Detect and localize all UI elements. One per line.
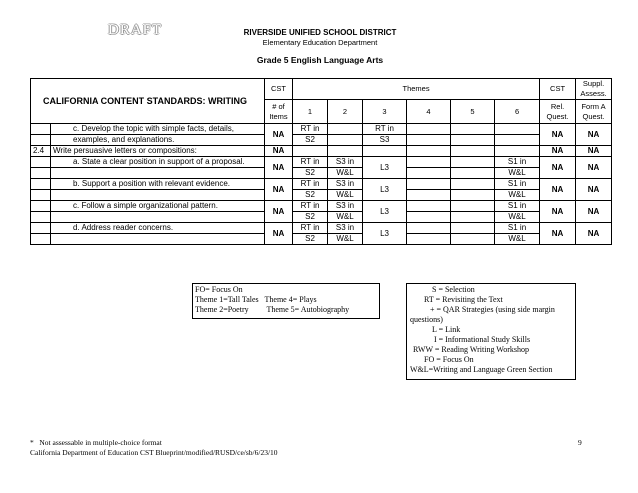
theme-cell: W&L <box>328 212 363 223</box>
standard-number <box>31 223 51 234</box>
theme-cell <box>407 212 451 223</box>
theme-cell: S3 <box>363 135 407 146</box>
theme-cell <box>451 201 495 212</box>
theme-cell <box>495 146 540 157</box>
theme-cell <box>293 146 328 157</box>
standard-text <box>51 168 265 179</box>
theme-cell: S3 in <box>328 223 363 234</box>
cst-items-cell: NA <box>265 179 293 201</box>
form-a-cell: NA <box>576 157 612 179</box>
standard-text <box>51 234 265 245</box>
theme-cell: L3 <box>363 223 407 245</box>
suppl-assess-header: Suppl. Assess. <box>576 79 612 100</box>
theme-cell: S2 <box>293 234 328 245</box>
theme-cell: W&L <box>495 190 540 201</box>
cst-header-2: CST <box>540 79 576 100</box>
theme-cell: S3 in <box>328 157 363 168</box>
form-a-cell: NA <box>576 201 612 223</box>
standard-text: c. Develop the topic with simple facts, details, <box>51 124 265 135</box>
theme-cell <box>407 234 451 245</box>
theme-5-header: 5 <box>451 100 495 124</box>
standard-text: a. State a clear position in support of a proposal. <box>51 157 265 168</box>
footnote: * Not assessable in multiple-choice format <box>30 438 162 447</box>
theme-cell <box>407 190 451 201</box>
standard-number <box>31 168 51 179</box>
standards-heading: CALIFORNIA CONTENT STANDARDS: WRITING <box>31 79 265 124</box>
theme-cell: S2 <box>293 212 328 223</box>
theme-cell: S3 in <box>328 201 363 212</box>
table-row <box>31 179 612 190</box>
theme-cell <box>451 124 495 135</box>
table-row <box>31 234 612 245</box>
theme-cell <box>451 135 495 146</box>
theme-cell: RT in <box>293 179 328 190</box>
theme-cell <box>495 124 540 135</box>
theme-cell <box>328 146 363 157</box>
legend-line: RWW = Reading Writing Workshop <box>413 345 529 354</box>
theme-4-header: 4 <box>407 100 451 124</box>
standard-number <box>31 201 51 212</box>
cst-items-cell: NA <box>265 146 293 157</box>
form-a-cell: NA <box>576 124 612 146</box>
standard-text: c. Follow a simple organizational pattern. <box>51 201 265 212</box>
form-a-cell: NA <box>576 146 612 157</box>
cst-items-cell: NA <box>265 157 293 179</box>
theme-cell: RT in <box>293 223 328 234</box>
theme-cell: W&L <box>495 168 540 179</box>
legend-line: L = Link <box>432 325 461 334</box>
theme-cell <box>451 223 495 234</box>
theme-cell: RT in <box>293 157 328 168</box>
cst-items-cell: NA <box>265 124 293 146</box>
draft-watermark: DRAFT <box>108 22 163 38</box>
table-row <box>31 168 612 179</box>
legend-line: FO= Focus On <box>195 285 243 294</box>
standard-number <box>31 190 51 201</box>
theme-cell <box>495 135 540 146</box>
theme-cell: L3 <box>363 179 407 201</box>
rel-quest-cell: NA <box>540 146 576 157</box>
standard-text: Write persuasive letters or compositions: <box>51 146 265 157</box>
theme-cell: S2 <box>293 135 328 146</box>
table-row <box>31 212 612 223</box>
theme-cell <box>407 223 451 234</box>
theme-cell <box>451 157 495 168</box>
theme-cell: S3 in <box>328 179 363 190</box>
table-row <box>31 223 612 234</box>
legend-line: Theme 2=Poetry Theme 5= Autobiography <box>195 305 350 314</box>
theme-cell: W&L <box>328 234 363 245</box>
theme-2-header: 2 <box>328 100 363 124</box>
theme-6-header: 6 <box>495 100 540 124</box>
theme-3-header: 3 <box>363 100 407 124</box>
table-row <box>31 135 612 146</box>
table-row <box>31 157 612 168</box>
table-row <box>31 124 612 135</box>
standard-number <box>31 212 51 223</box>
standard-number <box>31 234 51 245</box>
theme-cell <box>328 124 363 135</box>
rel-quest-cell: NA <box>540 179 576 201</box>
theme-cell: S1 in <box>495 157 540 168</box>
district-name: RIVERSIDE UNIFIED SCHOOL DISTRICT <box>243 28 397 37</box>
table-body <box>31 124 612 245</box>
page-number: 9 <box>578 438 582 447</box>
legend-line: Theme 1=Tall Tales Theme 4= Plays <box>195 295 317 304</box>
table-row <box>31 146 612 157</box>
rel-quest-cell: NA <box>540 124 576 146</box>
cst-items-cell: NA <box>265 223 293 245</box>
theme-cell <box>328 135 363 146</box>
form-a-cell: NA <box>576 179 612 201</box>
theme-cell <box>451 212 495 223</box>
legend-line: RT = Revisiting the Text <box>424 295 503 304</box>
standard-number <box>31 124 51 135</box>
themes-legend <box>192 283 380 319</box>
theme-cell: S2 <box>293 190 328 201</box>
theme-cell <box>451 146 495 157</box>
theme-cell: L3 <box>363 201 407 223</box>
standard-text <box>51 190 265 201</box>
form-a-cell: NA <box>576 223 612 245</box>
rel-quest-header: Rel. Quest. <box>540 100 576 124</box>
theme-cell <box>407 135 451 146</box>
legend-line: S = Selection <box>432 285 475 294</box>
legend-line: questions) <box>410 315 443 324</box>
rel-quest-cell: NA <box>540 157 576 179</box>
theme-cell <box>407 179 451 190</box>
standard-text: examples, and explanations. <box>51 135 265 146</box>
standards-table <box>30 78 612 245</box>
legend-line: W&L=Writing and Language Green Section <box>410 365 553 374</box>
rel-quest-cell: NA <box>540 223 576 245</box>
theme-cell: S1 in <box>495 179 540 190</box>
standard-text <box>51 212 265 223</box>
theme-cell <box>407 201 451 212</box>
theme-cell <box>451 190 495 201</box>
standard-number: 2.4 <box>31 146 51 157</box>
codes-legend <box>406 283 576 380</box>
legend-line: FO = Focus On <box>424 355 474 364</box>
theme-cell <box>451 168 495 179</box>
theme-cell: RT in <box>363 124 407 135</box>
theme-cell: W&L <box>495 212 540 223</box>
theme-cell <box>451 179 495 190</box>
theme-cell: RT in <box>293 201 328 212</box>
theme-cell: W&L <box>328 190 363 201</box>
legend-line: I = Informational Study Skills <box>434 335 531 344</box>
cst-items-cell: NA <box>265 201 293 223</box>
theme-cell: S2 <box>293 168 328 179</box>
standard-number <box>31 179 51 190</box>
form-a-header: Form A Quest. <box>576 100 612 124</box>
theme-cell <box>451 234 495 245</box>
standard-number <box>31 135 51 146</box>
rel-quest-cell: NA <box>540 201 576 223</box>
theme-cell <box>407 157 451 168</box>
source-note: California Department of Education CST Blueprint/modified/RUSD/ce/sb/6/23/10 <box>30 448 278 457</box>
legend-line: + = QAR Strategies (using side margin <box>430 305 555 314</box>
theme-1-header: 1 <box>293 100 328 124</box>
themes-header: Themes <box>293 79 540 100</box>
theme-cell: W&L <box>495 234 540 245</box>
department-name: Elementary Education Department <box>262 38 378 47</box>
theme-cell <box>407 124 451 135</box>
table-row <box>31 201 612 212</box>
theme-cell: S1 in <box>495 223 540 234</box>
page-title: Grade 5 English Language Arts <box>256 55 384 65</box>
theme-cell: S1 in <box>495 201 540 212</box>
theme-cell <box>407 168 451 179</box>
theme-cell <box>407 146 451 157</box>
theme-cell <box>363 146 407 157</box>
theme-cell: W&L <box>328 168 363 179</box>
standard-text: d. Address reader concerns. <box>51 223 265 234</box>
table-row <box>31 190 612 201</box>
standard-number <box>31 157 51 168</box>
theme-cell: RT in <box>293 124 328 135</box>
theme-cell: L3 <box>363 157 407 179</box>
cst-header: CST <box>265 79 293 100</box>
items-header: # of Items <box>265 100 293 124</box>
standard-text: b. Support a position with relevant evidence. <box>51 179 265 190</box>
